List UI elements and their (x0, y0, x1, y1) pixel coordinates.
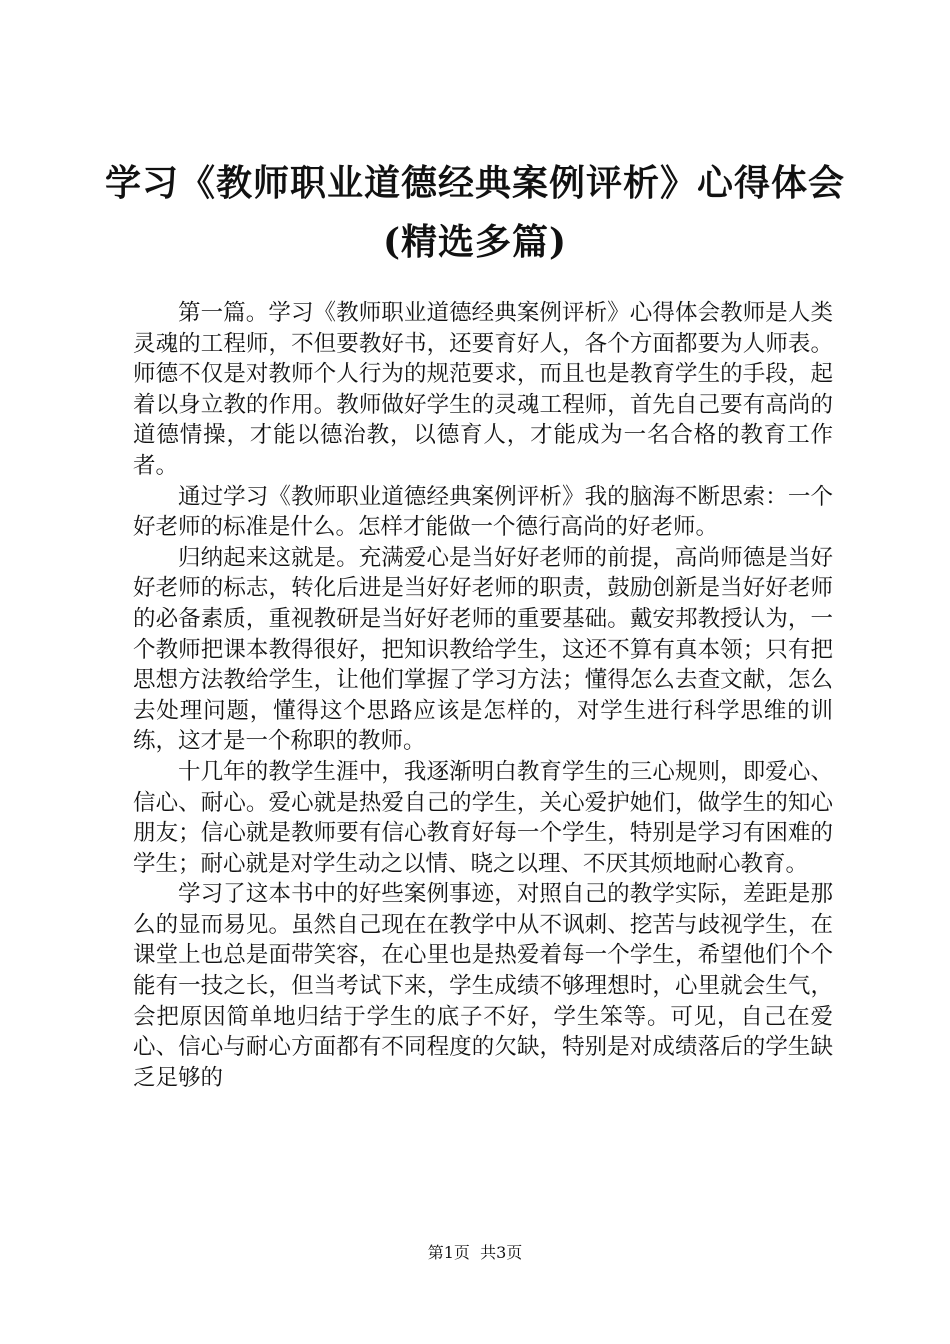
body-paragraph: 十几年的教学生涯中，我逐渐明白教育学生的三心规则，即爱心、信心、耐心。爱心就是热爱自己的学生，关心爱护她们，做学生的知心朋友；信心就是教师要有信心教育好每一个学生，特别是学习有困难的学生；耐心就是对学生动之以情、晓之以理、不厌其烦地耐心教育。 (133, 758, 833, 877)
page-number-footer: 第1页 共3页 (427, 1243, 523, 1262)
body-paragraph: 学习了这本书中的好些案例事迹，对照自己的教学实际，差距是那么的显而易见。虽然自己现在在教学中从不讽刺、挖苦与歧视学生，在课堂上也总是面带笑容，在心里也是热爱着每一个学生，希望他们个个能有一技之长，但当考试下来，学生成绩不够理想时，心里就会生气，会把原因简单地归结于学生的底子不好，学生笨等。可见，自己在爱心、信心与耐心方面都有不同程度的欠缺，特别是对成绩落后的学生缺乏足够的 (133, 881, 833, 1091)
body-paragraph: 第一篇。学习《教师职业道德经典案例评析》心得体会教师是人类灵魂的工程师，不但要教好书，还要育好人，各个方面都要为人师表。师德不仅是对教师个人行为的规范要求，而且也是教育学生的手段，起着以身立教的作用。教师做好学生的灵魂工程师，首先自己要有高尚的道德情操，才能以德治教，以德育人，才能成为一名合格的教育工作者。 (133, 300, 833, 479)
document-body (133, 298, 833, 1093)
body-paragraph: 通过学习《教师职业道德经典案例评析》我的脑海不断思索：一个好老师的标准是什么。怎样才能做一个德行高尚的好老师。 (133, 483, 833, 541)
body-paragraph: 归纳起来这就是。充满爱心是当好好老师的前提，高尚师德是当好好老师的标志，转化后进是当好好老师的职责，鼓励创新是当好好老师的必备素质，重视教研是当好好老师的重要基础。戴安邦教授认为，一个教师把课本教得很好，把知识教给学生，这还不算有真本领；只有把思想方法教给学生，让他们掌握了学习方法；懂得怎么去查文献，怎么去处理问题，懂得这个思路应该是怎样的，对学生进行科学思维的训练，这才是一个称职的教师。 (133, 544, 833, 755)
document-subtitle: (精选多篇) (382, 221, 568, 263)
document-title: 学习《教师职业道德经典案例评析》心得体会 (104, 162, 845, 204)
